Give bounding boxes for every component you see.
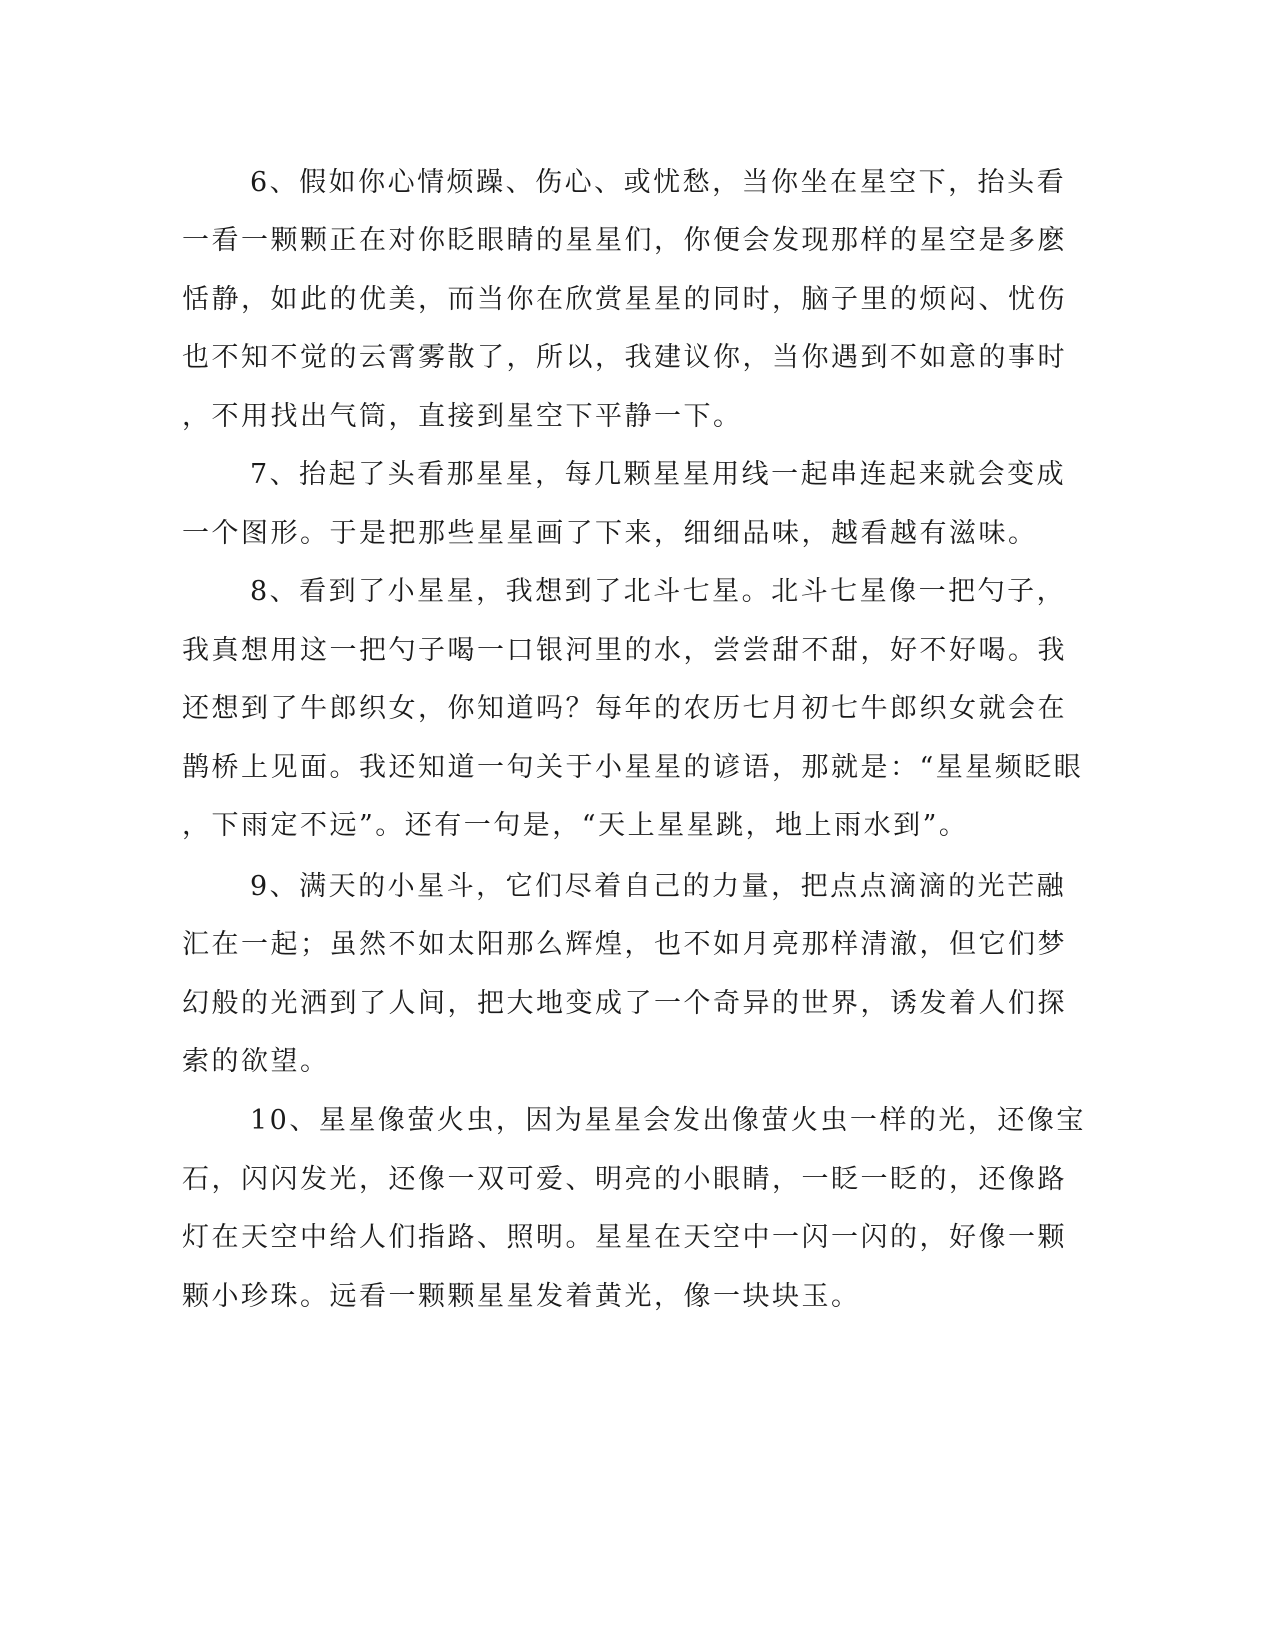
paragraph-line: 灯在天空中给人们指路、照明。星星在天空中一闪一闪的，好像一颗 xyxy=(182,1222,1067,1253)
paragraph-line: 石，闪闪发光，还像一双可爱、明亮的小眼睛，一眨一眨的，还像路 xyxy=(182,1164,1067,1195)
paragraph-line: 鹊桥上见面。我还知道一句关于小星星的谚语，那就是：“星星频眨眼 xyxy=(182,752,1084,783)
paragraph-line: 索的欲望。 xyxy=(182,1046,330,1077)
paragraph-line: 也不知不觉的云霄雾散了，所以，我建议你，当你遇到不如意的事时 xyxy=(182,342,1067,373)
paragraph-line: 幻般的光洒到了人间，把大地变成了一个奇异的世界，诱发着人们探 xyxy=(182,988,1067,1019)
paragraph-line: 一看一颗颗正在对你眨眼睛的星星们，你便会发现那样的星空是多麽 xyxy=(182,225,1067,256)
paragraph-line: 7、抬起了头看那星星，每几颗星星用线一起串连起来就会变成 xyxy=(250,459,1067,490)
paragraph-line: 8、看到了小星星，我想到了北斗七星。北斗七星像一把勺子， xyxy=(250,576,1067,607)
paragraph-line: 10、星星像萤火虫，因为星星会发出像萤火虫一样的光，还像宝 xyxy=(250,1105,1086,1136)
paragraph-line: 还想到了牛郎织女，你知道吗？每年的农历七月初七牛郎织女就会在 xyxy=(182,693,1067,724)
paragraph-line: 6、假如你心情烦躁、伤心、或忧愁，当你坐在星空下，抬头看 xyxy=(250,167,1067,198)
paragraph-line: 一个图形。于是把那些星星画了下来，细细品味，越看越有滋味。 xyxy=(182,518,1038,549)
paragraph-line: 恬静，如此的优美，而当你在欣赏星星的同时，脑子里的烦闷、忧伤 xyxy=(182,284,1067,315)
paragraph-line: 9、满天的小星斗，它们尽着自己的力量，把点点滴滴的光芒融 xyxy=(250,871,1067,902)
paragraph-line: 我真想用这一把勺子喝一口银河里的水，尝尝甜不甜，好不好喝。我 xyxy=(182,635,1067,666)
paragraph-line: 汇在一起；虽然不如太阳那么辉煌，也不如月亮那样清澈，但它们梦 xyxy=(182,929,1067,960)
paragraph-line: ，不用找出气筒，直接到星空下平静一下。 xyxy=(182,401,743,432)
paragraph-line: 颗小珍珠。远看一颗颗星星发着黄光，像一块块玉。 xyxy=(182,1281,861,1312)
paragraph-line: ，下雨定不远”。还有一句是，“天上星星跳，地上雨水到”。 xyxy=(182,810,969,841)
